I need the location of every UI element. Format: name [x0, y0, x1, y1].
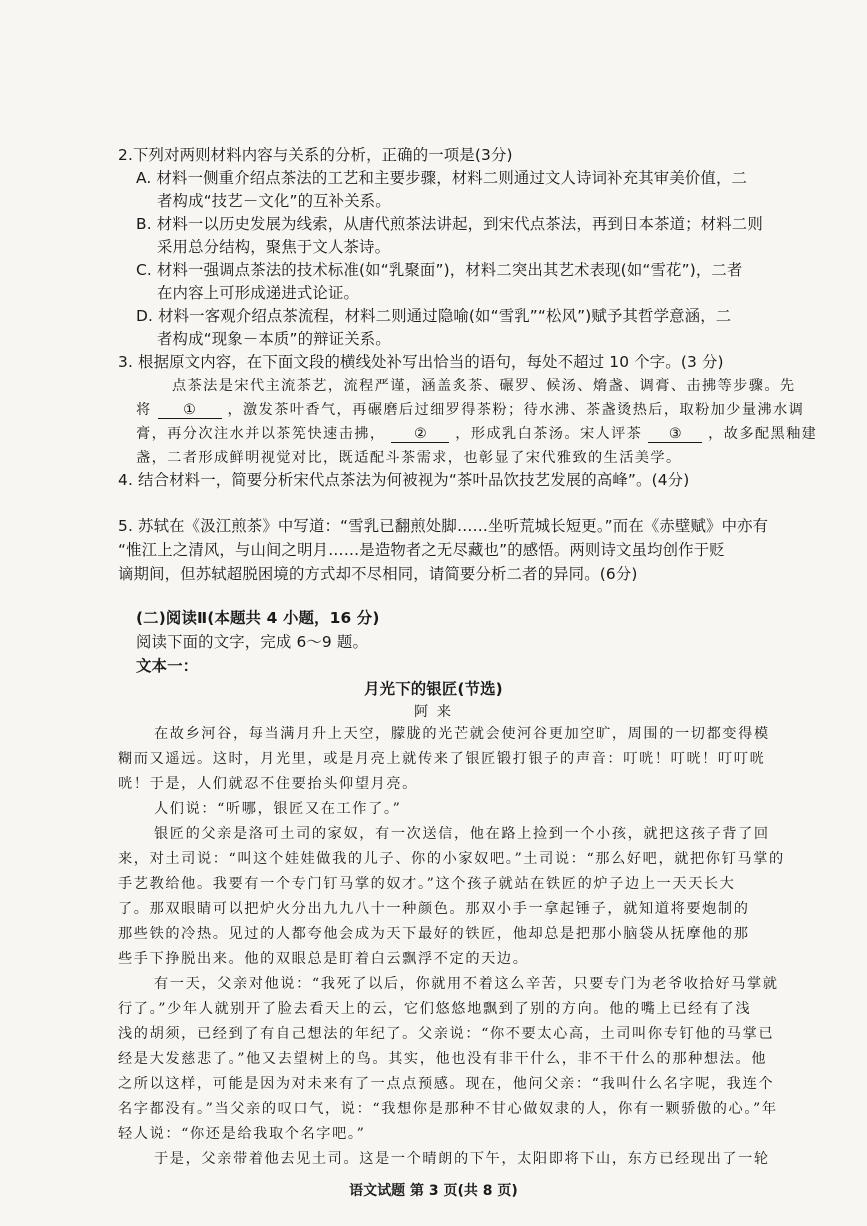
text-label: 文本一：: [136, 657, 199, 675]
story-line: 糊而又遥远。这时，月光里，或是月亮上就传来了银匠锻打银子的声音：叮咣！叮咣！叮叮咣: [118, 751, 766, 767]
story-line: 经是大发慈悲了。”他又去望树上的鸟。其实，他也没有非干什么，非不干什么的那种想法。他: [118, 1051, 768, 1067]
story-line: 之所以这样，可能是因为对未来有了一点点预感。现在，他问父亲：“我叫什么名字呢，我连个: [118, 1076, 775, 1092]
q5-stem-cont: “惟江上之清风，与山间之明月……是造物者之无尽藏也”的感悟。两则诗文虽均创作于贬: [118, 541, 725, 559]
q2-option-b-cont: 采用总分结构，聚焦于文人茶诗。: [157, 238, 391, 256]
q2-option-d-cont: 者构成“现象－本质”的辩证关系。: [157, 330, 391, 348]
section-instruction: 阅读下面的文字，完成 6～9 题。: [136, 633, 368, 651]
q3-text: 膏，再分次注水并以茶筅快速击拂，: [136, 426, 386, 442]
story-line: 那些铁的冷热。见过的人都夸他会成为天下最好的铁匠，他却总是把那小脑袋从抚摩他的那: [118, 926, 750, 942]
q2-stem: 2.下列对两则材料内容与关系的分析，正确的一项是(3分): [118, 146, 513, 164]
story-author: 阿 来: [414, 704, 453, 720]
story-line: 于是，父亲带着他去见土司。这是一个晴朗的下午，太阳即将下山，东方已经现出了一轮: [154, 1151, 770, 1167]
q2-option-d: D. 材料一客观介绍点茶流程，材料二则通过隐喻(如“雪乳”“松风”)赋予其哲学意涵，二: [136, 307, 732, 325]
story-line: 银匠的父亲是洛可土司的家奴，有一次送信，他在路上捡到一个小孩，就把这孩子背了回: [154, 826, 770, 842]
story-line: 名字都没有。”当父亲的叹口气，说：“我想你是那种不甘心做奴隶的人，你有一颗骄傲的心。”年: [118, 1101, 778, 1117]
q5-stem: 5. 苏轼在《汲江煎茶》中写道：“雪乳已翻煎处脚……坐听荒城长短更。”而在《赤壁赋》中亦有: [118, 517, 769, 535]
story-line: 来，对土司说：“叫这个娃娃做我的儿子、你的小家奴吧。”土司说：“那么好吧，就把你钉马掌的: [118, 851, 785, 867]
blank-1-field[interactable]: ①: [158, 403, 222, 419]
q3-text: 将: [136, 402, 152, 418]
story-line: 咣！于是，人们就忍不住要抬头仰望月亮。: [118, 776, 418, 792]
story-line: 行了。”少年人就别开了脸去看天上的云，它们悠悠地飘到了别的方向。他的嘴上已经有了浅: [118, 1001, 752, 1017]
story-title: 月光下的银匠(节选): [364, 680, 503, 698]
story-line: 些手下挣脱出来。他的双眼总是盯着白云飘浮不定的天边。: [118, 951, 529, 967]
story-line: 在故乡河谷，每当满月升上天空，朦胧的光芒就会使河谷更加空旷，周围的一切都变得模: [154, 726, 770, 742]
q3-text: ，形成乳白茶汤。宋人评茶: [455, 426, 643, 442]
q3-stem: 3. 根据原文内容，在下面文段的横线处补写出恰当的语句，每处不超过 10 个字。(3 分): [118, 353, 724, 371]
q3-passage-line: 点茶法是宋代主流茶艺，流程严谨，涵盖炙茶、碾罗、候汤、熁盏、调膏、击拂等步骤。先: [172, 378, 796, 394]
story-line: 人们说：“听哪，银匠又在工作了。”: [154, 801, 402, 817]
story-line: 浅的胡须，已经到了有自己想法的年纪了。父亲说：“你不要太心高，土司叫你专钉他的马掌已: [118, 1026, 775, 1042]
q4-stem: 4. 结合材料一，简要分析宋代点茶法为何被视为“茶叶品饮技艺发展的高峰”。(4分): [118, 471, 690, 489]
q2-option-a: A. 材料一侧重介绍点茶法的工艺和主要步骤，材料二则通过文人诗词补充其审美价值，二: [136, 169, 748, 187]
q5-stem-cont: 谪期间，但苏轼超脱困境的方式却不尽相同，请简要分析二者的异同。(6分): [118, 565, 638, 583]
blank-3-field[interactable]: ③: [648, 427, 702, 443]
story-line: 手艺教给他。我要有一个专门钉马掌的奴才。”这个孩子就站在铁匠的炉子边上一天天长大: [118, 876, 736, 892]
q3-text: ，激发茶叶香气，再碾磨后过细罗得茶粉；待水沸、茶盏烫热后，取粉加少量沸水调: [227, 402, 805, 418]
blank-2-field[interactable]: ②: [391, 427, 449, 443]
q3-passage-line: [136, 423, 817, 443]
q3-passage-line: 盏，二者形成鲜明视觉对比，既适配斗茶需求，也彰显了宋代雅致的生活美学。: [136, 450, 682, 466]
q2-option-b: B. 材料一以历史发展为线索，从唐代煎茶法讲起，到宋代点茶法，再到日本茶道；材料二则: [136, 215, 763, 233]
story-line: 有一天，父亲对他说：“我死了以后，你就用不着这么辛苦，只要专门为老爷收拾好马掌就: [154, 976, 779, 992]
q3-passage-line: [136, 399, 804, 419]
q2-option-c-cont: 在内容上可形成递进式论证。: [157, 284, 360, 302]
q2-option-c: C. 材料一强调点茶法的技术标准(如“乳聚面”)，材料二突出其艺术表现(如“雪花”)，二者: [136, 261, 743, 279]
section-heading: (二)阅读Ⅱ(本题共 4 小题，16 分): [136, 609, 380, 627]
q3-text: ，故多配黑釉建: [708, 426, 818, 442]
story-line: 了。那双眼睛可以把炉火分出九九八十一种颜色。那双小手一拿起锤子，就知道将要炮制的: [118, 901, 750, 917]
q2-option-a-cont: 者构成“技艺－文化”的互补关系。: [157, 192, 391, 210]
page-footer: 语文试题 第 3 页(共 8 页): [349, 1183, 518, 1199]
story-line: 轻人说：“你还是给我取个名字吧。”: [118, 1126, 366, 1142]
